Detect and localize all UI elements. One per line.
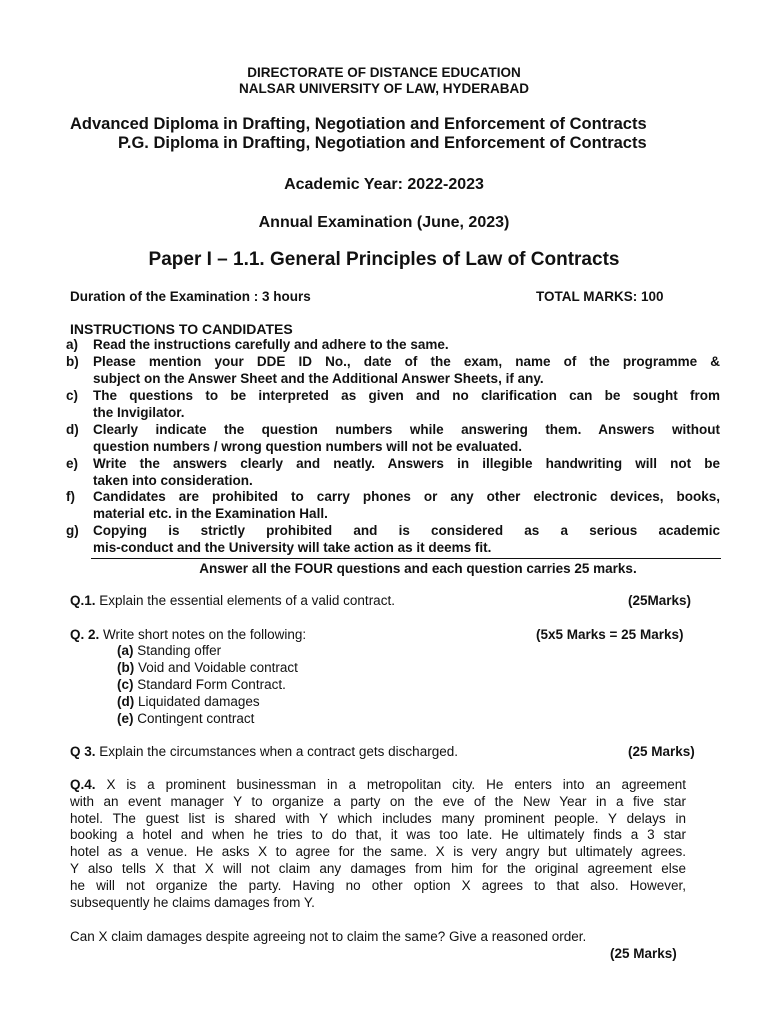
question-1-marks: (25Marks): [628, 593, 692, 608]
question-4: [70, 777, 686, 911]
academic-year: Academic Year: 2022-2023: [284, 176, 484, 193]
question-3-marks: (25 Marks): [628, 744, 695, 759]
instruction-label: b): [66, 354, 79, 369]
instruction-line: question numbers / wrong question numbers will not be evaluated.: [93, 438, 523, 454]
programme-pg-diploma: P.G. Diploma in Drafting, Negotiation and Enforcement of Contracts: [118, 134, 647, 152]
question-4-ask: Can X claim damages despite agreeing not to claim the same? Give a reasoned order.: [70, 929, 587, 944]
instruction-g: [66, 523, 720, 557]
question-4-marks: (25 Marks): [610, 946, 677, 961]
instruction-c: [66, 388, 720, 422]
item-text: Standing offer: [137, 643, 222, 658]
item-text: Contingent contract: [137, 711, 255, 726]
q4-line: hotel as a venue. He asks X to agree for the same. X is very angry but ultimately agrees.: [70, 844, 686, 860]
question-2-marks: (5x5 Marks = 25 Marks): [536, 627, 684, 642]
item-label: (d): [117, 694, 135, 709]
divider-line: [91, 558, 721, 559]
question-text: Explain the essential elements of a valid contract.: [99, 593, 395, 608]
instruction-line: mis-conduct and the University will take action as it deems fit.: [93, 539, 492, 555]
instruction-line: Clearly indicate the question numbers while answering them. Answers without: [93, 422, 720, 437]
item-label: (c): [117, 677, 134, 692]
instruction-label: f): [66, 489, 75, 504]
instruction-f: [66, 489, 720, 523]
q4-line: with an event manager Y to organize a party on the eve of the New Year in a five star: [70, 793, 686, 809]
instruction-label: d): [66, 422, 79, 437]
question-number: Q 3.: [70, 744, 96, 759]
q2-item-c: [117, 677, 286, 692]
item-text: Void and Voidable contract: [138, 660, 298, 675]
item-label: (a): [117, 643, 134, 658]
instruction-label: c): [66, 388, 79, 403]
question-number: Q.4.: [70, 777, 96, 792]
item-text: Standard Form Contract.: [137, 677, 286, 692]
q2-item-d: [117, 694, 260, 709]
instruction-line: material etc. in the Examination Hall.: [93, 505, 328, 521]
question-number: Q. 2.: [70, 627, 100, 642]
q2-item-b: [117, 660, 298, 675]
instructions-heading: INSTRUCTIONS TO CANDIDATES: [70, 321, 293, 337]
q4-line: he will not organize the party. Having no other option X agrees to that also. However,: [70, 877, 686, 893]
q4-first-line: X is a prominent businessman in a metropolitan city. He enters into an agreement: [106, 777, 686, 792]
q4-line: subsequently he claims damages from Y.: [70, 894, 315, 910]
total-marks: TOTAL MARKS: 100: [536, 289, 664, 304]
instruction-line: The questions to be interpreted as given and no clarification can be sought from: [93, 388, 720, 403]
programme-advanced-diploma: Advanced Diploma in Drafting, Negotiation and Enforcement of Contracts: [70, 115, 647, 133]
paper-title: Paper I – 1.1. General Principles of Law of Contracts: [148, 249, 620, 270]
instruction-label: a): [66, 337, 79, 352]
q2-item-e: [117, 711, 254, 726]
q4-line: hotel. The guest list is shared with Y which includes many prominent people. Y delays in: [70, 810, 686, 826]
instruction-d: [66, 422, 720, 456]
item-text: Liquidated damages: [138, 694, 260, 709]
instruction-line: the Invigilator.: [93, 404, 185, 420]
answer-all-instruction: Answer all the FOUR questions and each question carries 25 marks.: [199, 561, 637, 576]
instruction-line: Write the answers clearly and neatly. Answers in illegible handwriting will not be: [93, 456, 720, 471]
question-2: [70, 627, 306, 642]
q2-item-a: [117, 643, 221, 658]
question-text: Write short notes on the following:: [103, 627, 307, 642]
instruction-b: [66, 354, 720, 388]
item-label: (b): [117, 660, 135, 675]
instruction-a: [66, 337, 720, 354]
instruction-label: e): [66, 456, 79, 471]
q4-line: [70, 777, 686, 794]
exam-session: Annual Examination (June, 2023): [258, 214, 510, 231]
instruction-line: Read the instructions carefully and adhere to the same.: [93, 337, 449, 352]
instruction-line: Copying is strictly prohibited and is considered as a serious academic: [93, 523, 720, 538]
exam-duration: Duration of the Examination : 3 hours: [70, 289, 311, 304]
question-1: [70, 593, 395, 608]
q4-line: booking a hotel and when he tries to do that, it was too late. He ultimately finds a 3 star: [70, 827, 686, 843]
instruction-line: taken into consideration.: [93, 472, 253, 488]
question-number: Q.1.: [70, 593, 96, 608]
instruction-label: g): [66, 523, 79, 538]
question-3: [70, 744, 458, 759]
institution-directorate: DIRECTORATE OF DISTANCE EDUCATION: [247, 65, 521, 80]
institution-university: NALSAR UNIVERSITY OF LAW, HYDERABAD: [238, 81, 530, 96]
item-label: (e): [117, 711, 134, 726]
instruction-line: Please mention your DDE ID No., date of the exam, name of the programme &: [93, 354, 720, 369]
q4-line: Y also tells X that X will not claim any damages from him for the original agreement else: [70, 860, 686, 876]
instruction-e: [66, 456, 720, 490]
instruction-line: Candidates are prohibited to carry phones or any other electronic devices, books,: [93, 489, 720, 504]
instruction-line: subject on the Answer Sheet and the Additional Answer Sheets, if any.: [93, 370, 544, 386]
question-text: Explain the circumstances when a contract gets discharged.: [99, 744, 458, 759]
